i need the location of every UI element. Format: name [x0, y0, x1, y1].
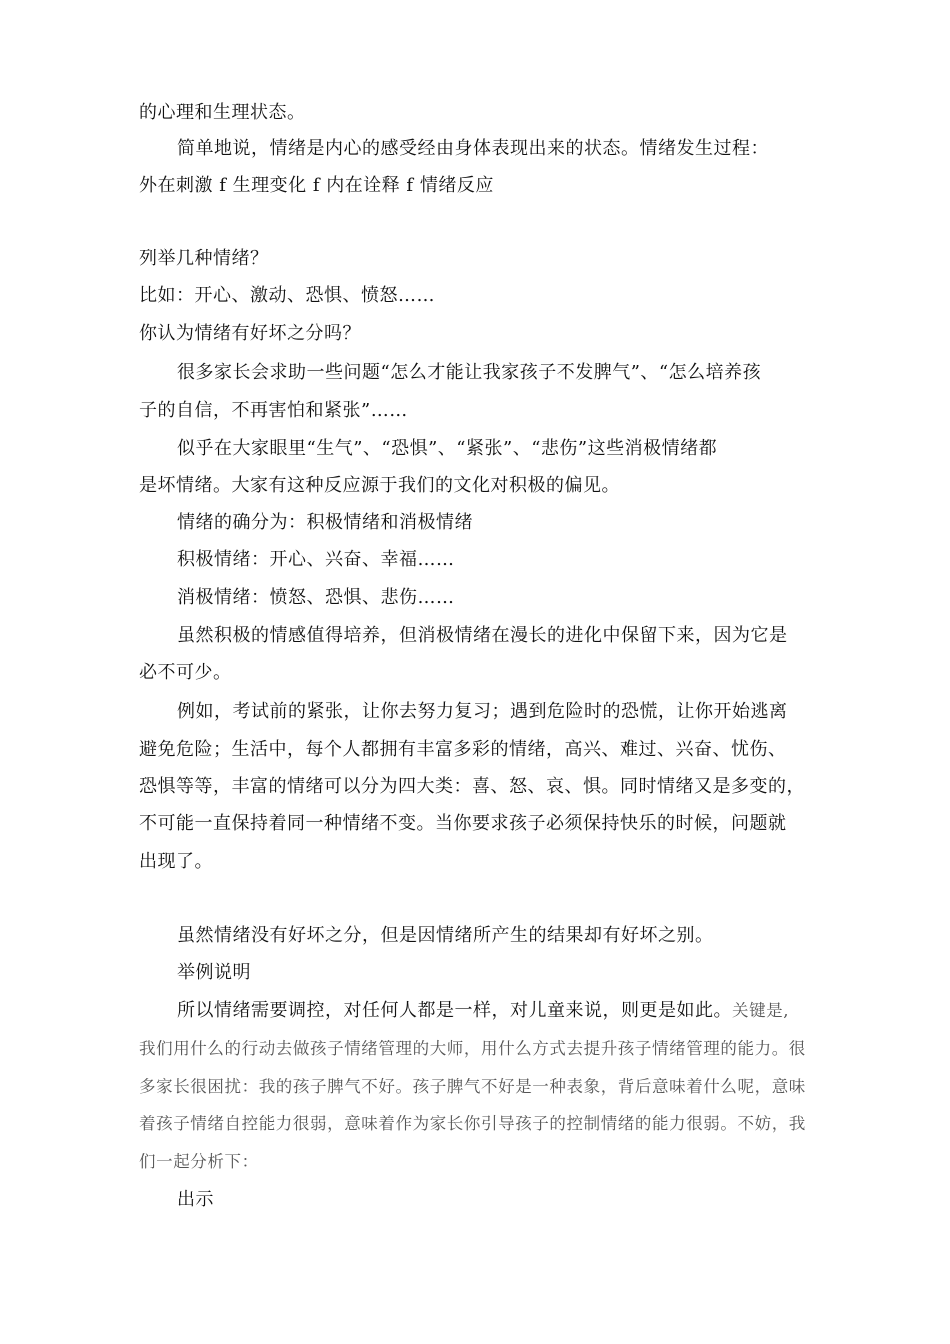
paragraph-line: 出示 [177, 1189, 214, 1210]
paragraph-line: 虽然积极的情感值得培养，但消极情绪在漫长的进化中保留下来，因为它是 [177, 625, 788, 646]
paragraph-line: 简单地说，情绪是内心的感受经由身体表现出来的状态。情绪发生过程： [177, 138, 769, 159]
paragraph-segment: 所以情绪需要调控，对任何人都是一样，对儿童来说，则更是如此。 [177, 1000, 732, 1021]
paragraph-line: 外在刺激 f 生理变化 f 内在诠释 f 情绪反应 [139, 175, 494, 196]
paragraph-line-gray: 着孩子情绪自控能力很弱，意味着作为家长你引导孩子的控制情绪的能力很弱。不妨，我 [139, 1114, 806, 1133]
paragraph-line: 例如，考试前的紧张，让你去努力复习；遇到危险时的恐慌，让你开始逃离 [177, 701, 788, 722]
paragraph-line: 积极情绪：开心、兴奋、幸福…… [177, 549, 455, 570]
paragraph-line: 子的自信，不再害怕和紧张”…… [139, 400, 408, 421]
question-line: 你认为情绪有好坏之分吗？ [139, 323, 361, 344]
paragraph-line: 比如：开心、激动、恐惧、愤怒…… [139, 285, 435, 306]
paragraph-line: 情绪的确分为：积极情绪和消极情绪 [177, 512, 473, 533]
paragraph-line-gray: 们一起分析下： [139, 1152, 259, 1171]
question-line: 列举几种情绪？ [139, 248, 269, 269]
paragraph-line: 不可能一直保持着同一种情绪不变。当你要求孩子必须保持快乐的时候，问题就 [139, 813, 787, 834]
paragraph-line: 举例说明 [177, 962, 251, 983]
paragraph-line: 是坏情绪。大家有这种反应源于我们的文化对积极的偏见。 [139, 475, 620, 496]
paragraph-line: 出现了。 [139, 851, 213, 872]
paragraph-line: 消极情绪：愤怒、恐惧、悲伤…… [177, 587, 455, 608]
paragraph-line: 恐惧等等，丰富的情绪可以分为四大类：喜、怒、哀、惧。同时情绪又是多变的， [139, 776, 805, 797]
paragraph-line [177, 999, 789, 1023]
paragraph-line: 虽然情绪没有好坏之分，但是因情绪所产生的结果却有好坏之别。 [177, 925, 714, 946]
paragraph-line: 似乎在大家眼里“生气”、“恐惧”、“紧张”、“悲伤”这些消极情绪都 [177, 438, 718, 459]
paragraph-line-gray: 多家长很困扰：我的孩子脾气不好。孩子脾气不好是一种表象，背后意味着什么呢，意味 [139, 1077, 806, 1096]
paragraph-line: 避免危险；生活中，每个人都拥有丰富多彩的情绪，高兴、难过、兴奋、忧伤、 [139, 739, 787, 760]
paragraph-line: 必不可少。 [139, 662, 232, 683]
paragraph-line: 的心理和生理状态。 [139, 102, 306, 123]
paragraph-line-gray: 我们用什么的行动去做孩子情绪管理的大师，用什么方式去提升孩子情绪管理的能力。很 [139, 1039, 806, 1058]
paragraph-line: 很多家长会求助一些问题“怎么才能让我家孩子不发脾气”、“怎么培养孩 [177, 362, 762, 383]
paragraph-segment-gray: 关键是, [732, 1001, 790, 1020]
